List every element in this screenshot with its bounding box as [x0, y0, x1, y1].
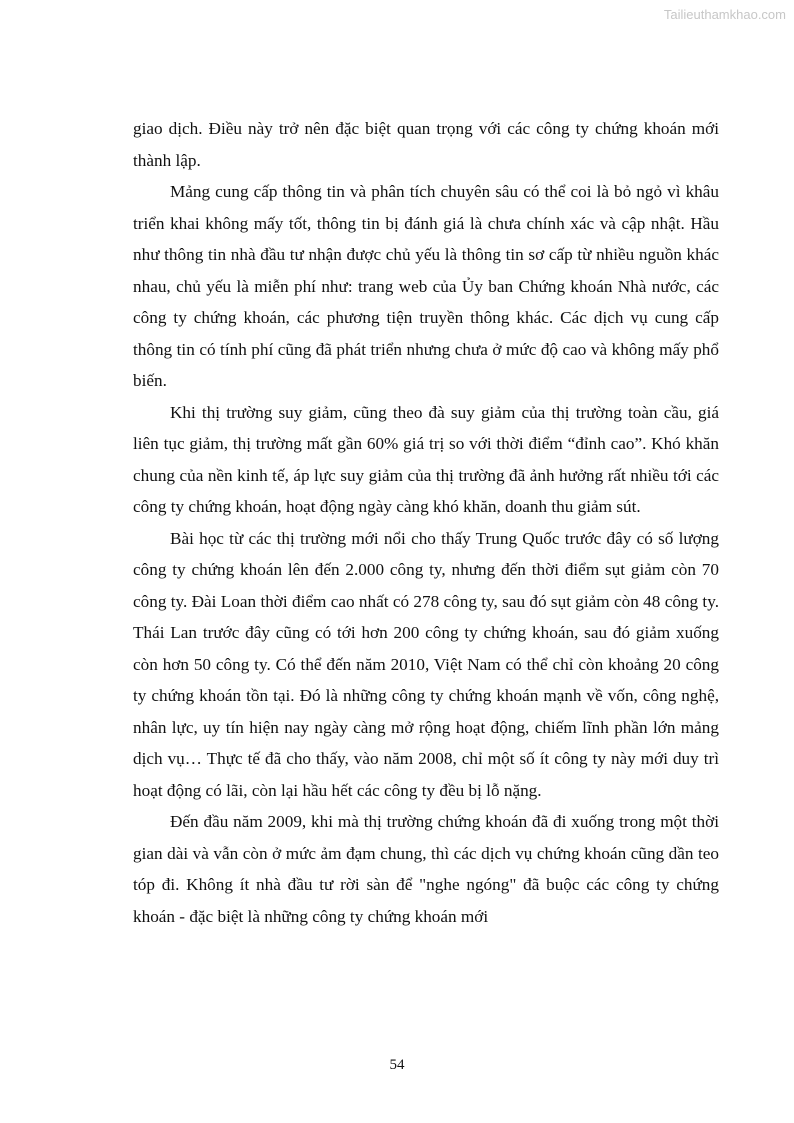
paragraph-information-services: Mảng cung cấp thông tin và phân tích chuyên sâu có thể coi là bỏ ngỏ vì khâu triển khai không mấy tốt, thông tin bị đánh giá là chưa chính xác và cập nhật. Hầu như thông tin nhà đầu tư nhận được chủ yếu là thông tin sơ cấp từ nhiều nguồn khác nhau, chủ yếu là miễn phí như: trang web của Ủy ban Chứng khoán Nhà nước, các công ty chứng khoán, các phương tiện truyền thông khác. Các dịch vụ cung cấp thông tin có tính phí cũng đã phát triển nhưng chưa ở mức độ cao và không mấy phổ biến.: [133, 182, 719, 390]
document-body: [133, 113, 719, 932]
page-number: 54: [389, 1057, 405, 1073]
paragraph-emerging-markets-lesson: Bài học từ các thị trường mới nổi cho thấy Trung Quốc trước đây có số lượng công ty chứng khoán lên đến 2.000 công ty, nhưng đến thời điểm sụt giảm còn 70 công ty. Đài Loan thời điểm cao nhất có 278 công ty, sau đó sụt giảm còn 48 công ty. Thái Lan trước đây cũng có tới hơn 200 công ty chứng khoán, sau đó giảm xuống còn hơn 50 công ty. Có thể đến năm 2010, Việt Nam có thể chỉ còn khoảng 20 công ty chứng khoán tồn tại. Đó là những công ty chứng khoán mạnh về vốn, công nghệ, nhân lực, uy tín hiện nay ngày càng mở rộng hoạt động, chiếm lĩnh phần lớn mảng dịch vụ… Thực tế đã cho thấy, vào năm 2008, chỉ một số ít công ty này mới duy trì hoạt động có lãi, còn lại hầu hết các công ty đều bị lỗ nặng.: [133, 528, 719, 800]
paragraph-continuation: giao dịch. Điều này trở nên đặc biệt quan trọng với các công ty chứng khoán mới thành lập.: [133, 119, 719, 170]
watermark-text: Tailieuthamkhao.com: [663, 7, 786, 22]
paragraph-market-decline: Khi thị trường suy giảm, cũng theo đà suy giảm của thị trường toàn cầu, giá liên tục giảm, thị trường mất gần 60% giá trị so với thời điểm “đỉnh cao”. Khó khăn chung của nền kinh tế, áp lực suy giảm của thị trường đã ảnh hưởng rất nhiều tới các công ty chứng khoán, hoạt động ngày càng khó khăn, doanh thu giảm sút.: [133, 402, 719, 516]
paragraph-early-2009: Đến đầu năm 2009, khi mà thị trường chứng khoán đã đi xuống trong một thời gian dài và vẫn còn ở mức ảm đạm chung, thì các dịch vụ chứng khoán cũng dần teo tóp đi. Không ít nhà đầu tư rời sàn để "nghe ngóng" đã buộc các công ty chứng khoán - đặc biệt là những công ty chứng khoán mới: [133, 812, 719, 926]
